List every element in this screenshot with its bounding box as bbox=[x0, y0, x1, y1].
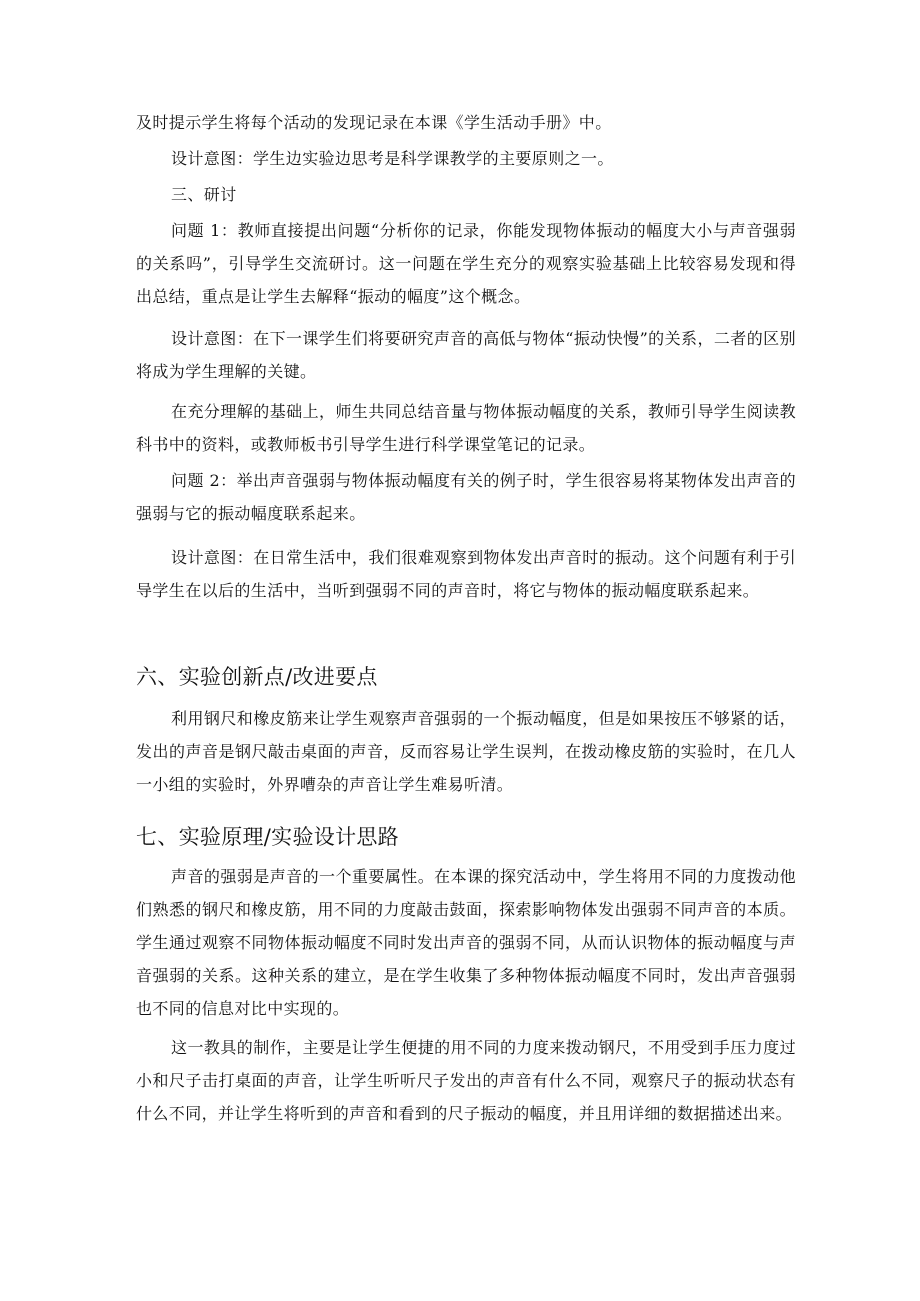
section-heading-principle: 七、实验原理/实验设计思路 bbox=[136, 825, 399, 849]
paragraph-innovation: 利用钢尺和橡皮筋来让学生观察声音强弱的一个振动幅度，但是如果按压不够紧的话，发出的声音是钢尺敲击桌面的声音，反而容易让学生误判，在拨动橡皮筋的实验时，在几人一小组的实验时，外界嘈杂的声音让学生难易听清。 bbox=[136, 709, 796, 794]
paragraph-teaching-aid: 这一教具的制作，主要是让学生便捷的用不同的力度来拨动钢尺，不用受到手压力度过小和尺子击打桌面的声音，让学生听听尺子发出的声音有什么不同，观察尺子的振动状态有什么不同，并让学生将听到的声音和看到的尺子振动的幅度，并且用详细的数据描述出来。 bbox=[136, 1038, 796, 1123]
paragraph-design-intent-1: 设计意图：学生边实验边思考是科学课教学的主要原则之一。 bbox=[171, 149, 614, 168]
paragraph-continued: 及时提示学生将每个活动的发现记录在本课《学生活动手册》中。 bbox=[136, 113, 612, 132]
section-heading-innovation: 六、实验创新点/改进要点 bbox=[136, 665, 378, 689]
paragraph-question-2: 问题 2：举出声音强弱与物体振动幅度有关的例子时，学生很容易将某物体发出声音的强弱与它的振动幅度联系起来。 bbox=[136, 471, 796, 523]
section-heading-discussion: 三、研讨 bbox=[171, 185, 237, 204]
paragraph-design-intent-3: 设计意图：在日常生活中，我们很难观察到物体发出声音时的振动。这个问题有利于引导学生在以后的生活中，当听到强弱不同的声音时，将它与物体的振动幅度联系起来。 bbox=[136, 548, 796, 600]
paragraph-question-1: 问题 1：教师直接提出问题“分析你的记录，你能发现物体振动的幅度大小与声音强弱的关系吗”，引导学生交流研讨。这一问题在学生充分的观察实验基础上比较容易发现和得出总结，重点是让学生去解释“振动的幅度”这个概念。 bbox=[136, 221, 796, 306]
paragraph-principle: 声音的强弱是声音的一个重要属性。在本课的探究活动中，学生将用不同的力度拨动他们熟悉的钢尺和橡皮筋，用不同的力度敲击鼓面，探索影响物体发出强弱不同声音的本质。学生通过观察不同物体振动幅度不同时发出声音的强弱不同，从而认识物体的振动幅度与声音强弱的关系。这种关系的建立，是在学生收集了多种物体振动幅度不同时，发出声音强弱也不同的信息对比中实现的。 bbox=[136, 867, 796, 1018]
paragraph-summary: 在充分理解的基础上，师生共同总结音量与物体振动幅度的关系，教师引导学生阅读教科书中的资料，或教师板书引导学生进行科学课堂笔记的记录。 bbox=[136, 402, 796, 454]
paragraph-design-intent-2: 设计意图：在下一课学生们将要研究声音的高低与物体“振动快慢”的关系，二者的区别将成为学生理解的关键。 bbox=[136, 329, 796, 381]
